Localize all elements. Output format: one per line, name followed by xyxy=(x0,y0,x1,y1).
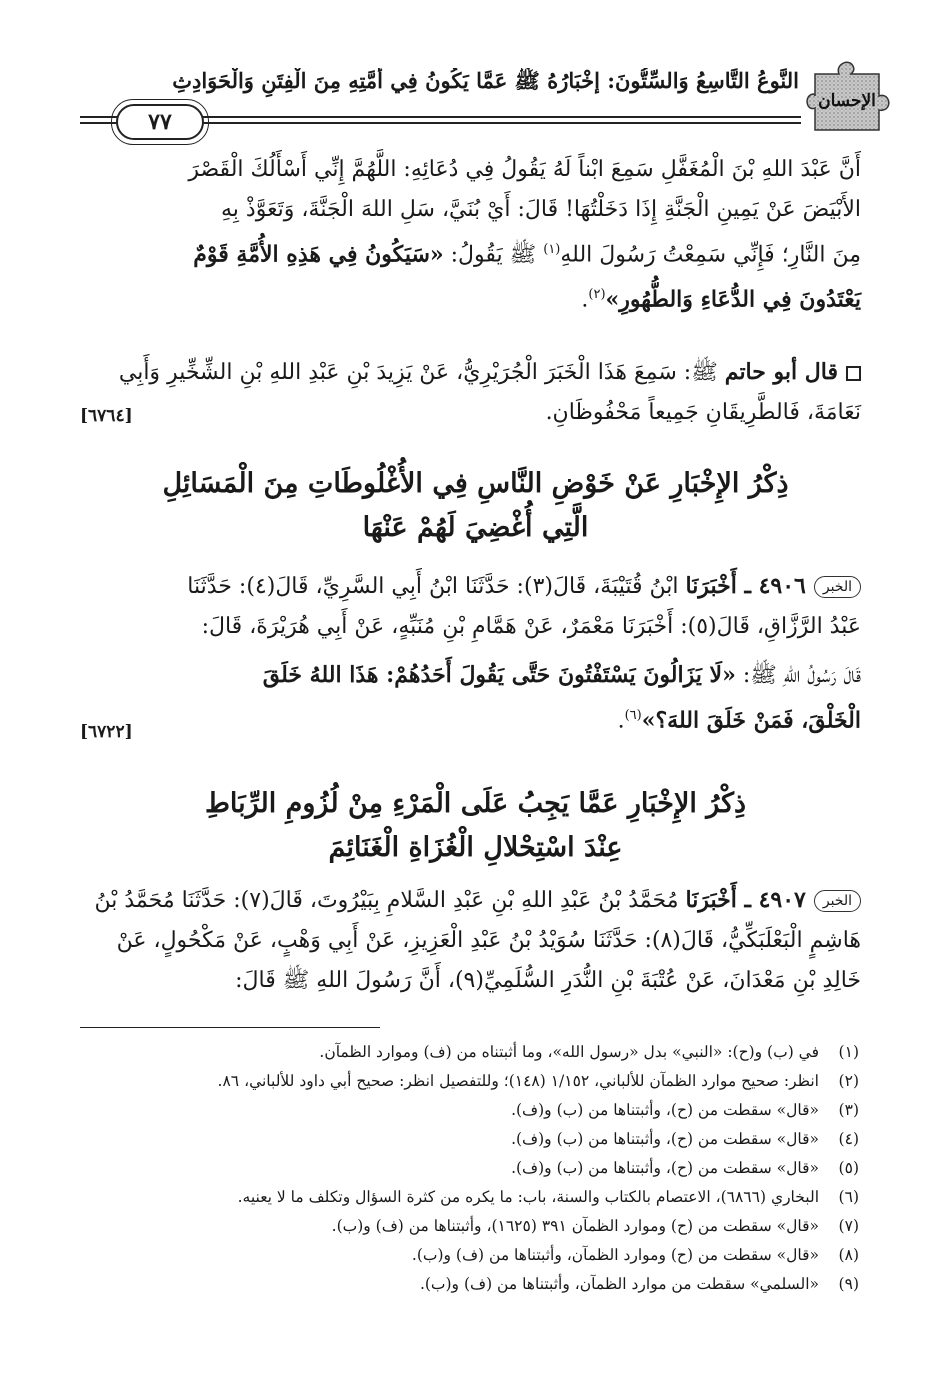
hadith-badge: الخبر xyxy=(814,890,861,912)
footnote-text: «قال» سقطت من (ح) وموارد الظمآن، وأثبتناها من (ف) و(ب). xyxy=(411,1246,819,1264)
section-heading xyxy=(80,782,871,870)
heading-line: الَّتِي أُغْضِيَ لَهُمْ عَنْهَا xyxy=(362,512,589,543)
chapter-title: النَّوعُ التَّاسِعُ وَالسِّتُّونَ: إخْبَارُهُ ﷺ عَمَّا يَكُونُ فِي أُمَّتِهِ مِنَ الْفِتَنِ وَالْحَوَادِثِ xyxy=(172,68,799,93)
reference-number: [٦٧٦٤] xyxy=(80,406,133,426)
text-run: ابْنُ قُتَيْبَةَ، قَالَ(٣): حَدَّثَنَا ابْنُ أَبِي السَّرِيِّ، قَالَ(٤): حَدَّثَنَا xyxy=(187,574,679,599)
heading-line: ذِكْرُ الإِخْبَارِ عَنْ خَوْضِ النَّاسِ فِي الأُغْلُوطَاتِ مِنَ الْمَسَائِلِ xyxy=(162,468,789,499)
footnote-marker: (٦) xyxy=(624,708,642,723)
text-line xyxy=(80,275,861,320)
footnote-number: (٤) xyxy=(838,1130,859,1148)
text-line: عَبْدُ الرَّزَّاقِ، قَالَ(٥): أَخْبَرَنَا مَعْمَرٌ، عَنْ هَمَّامِ بْنِ مُنَبِّهٍ، عَنْ أَبِي هُرَيْرَةَ، قَالَ: xyxy=(201,614,861,639)
footnote-item xyxy=(80,1154,859,1183)
footnote-number: (٩) xyxy=(838,1275,859,1293)
text-line xyxy=(80,880,861,921)
footnote-text: انظر: صحيح موارد الظمآن للألباني، ١/١٥٢ (١٤٨)؛ وللتفصيل انظر: صحيح أبي داود للألباني، ٨٦. xyxy=(217,1072,819,1090)
text-line xyxy=(80,352,861,393)
text-run: قَالَ رَسُولُ اللهِ ﷺ: xyxy=(742,663,861,688)
text-line xyxy=(80,230,861,275)
text-line: هَاشِمٍ الْبَعْلَبَكِّيُّ، قَالَ(٨): حَدَّثَنَا سُوَيْدُ بْنُ عَبْدِ الْعَزِيزِ، عَنْ أَبِي وَهْبٍ، عَنْ مَكْحُولٍ، عَنْ xyxy=(116,928,861,953)
text-line xyxy=(80,696,861,741)
footnote-number: (٢) xyxy=(838,1072,859,1090)
header-rule xyxy=(80,108,801,134)
heading-line: ذِكْرُ الإِخْبَارِ عَمَّا يَجِبُ عَلَى الْمَرْءِ مِنْ لُزُومِ الرِّبَاطِ xyxy=(204,788,747,819)
text-line: أَنَّ عَبْدَ اللهِ بْنَ الْمُغَفَّلِ سَمِعَ ابْناً لَهُ يَقُولُ فِي دُعَائِهِ: اللَّهُمَّ إِنِّي أَسْأَلُكَ الْقَصْرَ xyxy=(188,157,861,182)
footnote-item xyxy=(80,1270,859,1299)
footnote-text: «قال» سقطت من (ح)، وأثبتناها من (ب) و(ف). xyxy=(511,1159,819,1177)
footnote-separator xyxy=(80,1027,380,1028)
text-run: ﷺ: سَمِعَ هَذَا الْخَبَرَ الْجُرَيْرِيُّ، عَنْ يَزِيدَ بْنِ عَبْدِ اللهِ بْنِ الشِّخِّيرِ وَأَبِي xyxy=(118,360,718,385)
prophetic-quote: الْخَلْقَ، فَمَنْ خَلَقَ اللهَ؟» xyxy=(641,707,861,734)
footnote-number: (٣) xyxy=(838,1101,859,1119)
footnote-number: (١) xyxy=(838,1043,859,1061)
footnotes-list xyxy=(80,1038,859,1299)
footnote-marker: (٢) xyxy=(588,287,606,303)
footnote-text: «قال» سقطت من (ح) وموارد الظمآن ٣٩١ (١٦٢٥)، وأثبتناها من (ف) و(ب). xyxy=(331,1217,819,1235)
hadith-badge: الخبر xyxy=(814,576,861,598)
puzzle-piece-icon xyxy=(805,56,891,136)
hadith-number: ٤٩٠٦ ـ أَخْبَرَنَا xyxy=(685,573,806,599)
page-header xyxy=(80,56,891,146)
hadith-number: ٤٩٠٧ ـ أَخْبَرَنَا xyxy=(685,887,806,913)
footnote-text: في (ب) و(ح): «النبي» بدل «رسول الله»، وما أثبتناه من (ف) وموارد الظمآن. xyxy=(319,1043,819,1061)
speaker-label: قال أبو حاتم xyxy=(724,359,838,385)
heading-line: عِنْدَ اسْتِحْلالِ الْغُزَاةِ الْغَنَائِمَ xyxy=(328,832,623,863)
prophetic-quote: «لَا يَزَالُونَ يَسْتَفْتُونَ حَتَّى يَقُولَ أَحَدُهُمْ: هَذَا اللهُ خَلَقَ xyxy=(262,662,736,688)
footnote-number: (٥) xyxy=(838,1159,859,1177)
footnote-item xyxy=(80,1125,859,1154)
footnote-item xyxy=(80,1212,859,1241)
text-line: نَعَامَةَ، فَالطَّرِيقَانِ جَمِيعاً مَحْفُوظَانِ. xyxy=(545,400,861,425)
footnote-text: البخاري (٦٨٦٦)، الاعتصام بالكتاب والسنة، باب: ما يكره من كثرة السؤال وتكلف ما لا يعنيه. xyxy=(237,1188,819,1206)
footnote-text: «قال» سقطت من (ح)، وأثبتناها من (ب) و(ف). xyxy=(511,1101,819,1119)
prophetic-quote: يَعْتَدُونَ فِي الدُّعَاءِ وَالطُّهُورِ» xyxy=(605,286,861,313)
footnote-item xyxy=(80,1183,859,1212)
text-run: . xyxy=(617,708,625,734)
abu-hatim-comment xyxy=(80,352,861,433)
hadith-4907 xyxy=(80,880,861,1001)
text-run: مُحَمَّدُ بْنُ عَبْدِ اللهِ بْنِ عَبْدِ السَّلامِ بِبَيْرُوتَ، قَالَ(٧): حَدَّثَنَا مُحَمَّدُ بْنُ xyxy=(94,888,679,913)
section-heading xyxy=(80,462,871,550)
hadith-4906 xyxy=(80,566,861,741)
text-line: الأَبْيَضَ عَنْ يَمِينِ الْجَنَّةِ إِذَا دَخَلْتُهَا! قَالَ: أَيْ بُنَيَّ، سَلِ اللهَ الْجَنَّةَ، وَتَعَوَّذْ بِهِ xyxy=(221,197,861,222)
footnote-text: «السلمي» سقطت من موارد الظمآن، وأثبتناها من (ف) و(ب). xyxy=(419,1275,819,1293)
footnote-text: «قال» سقطت من (ح)، وأثبتناها من (ب) و(ف). xyxy=(511,1130,819,1148)
text-line xyxy=(80,566,861,607)
square-bullet-icon xyxy=(846,366,861,381)
section-tag: الإحسان xyxy=(818,91,876,111)
text-line: خَالِدِ بْنِ مَعْدَانَ، عَنْ عُتْبَةَ بْنِ النُّدَرِ السُّلَمِيِّ(٩)، أَنَّ رَسُولَ اللهِ ﷺ قَالَ: xyxy=(235,968,861,993)
footnote-number: (٨) xyxy=(838,1246,859,1264)
footnote-number: (٧) xyxy=(838,1217,859,1235)
text-run: ﷺ يَقُولُ: xyxy=(450,242,537,268)
footnote-item xyxy=(80,1096,859,1125)
text-line xyxy=(80,655,861,696)
footnote-item xyxy=(80,1038,859,1067)
text-run: مِنَ النَّارِ؛ فَإِنِّي سَمِعْتُ رَسُولَ اللهِ xyxy=(560,242,861,268)
footnote-item xyxy=(80,1067,859,1096)
reference-number: [٦٧٢٢] xyxy=(80,722,133,742)
text-run: . xyxy=(581,287,589,313)
page-number: ٧٧ xyxy=(116,104,204,140)
footnote-marker: (١) xyxy=(543,242,561,257)
footnote-number: (٦) xyxy=(838,1188,859,1206)
prophetic-quote: «سَيَكُونُ فِي هَذِهِ الأُمَّةِ قَوْمٌ xyxy=(193,241,444,268)
footnote-item xyxy=(80,1241,859,1270)
hadith-4905-continuation xyxy=(80,150,861,321)
